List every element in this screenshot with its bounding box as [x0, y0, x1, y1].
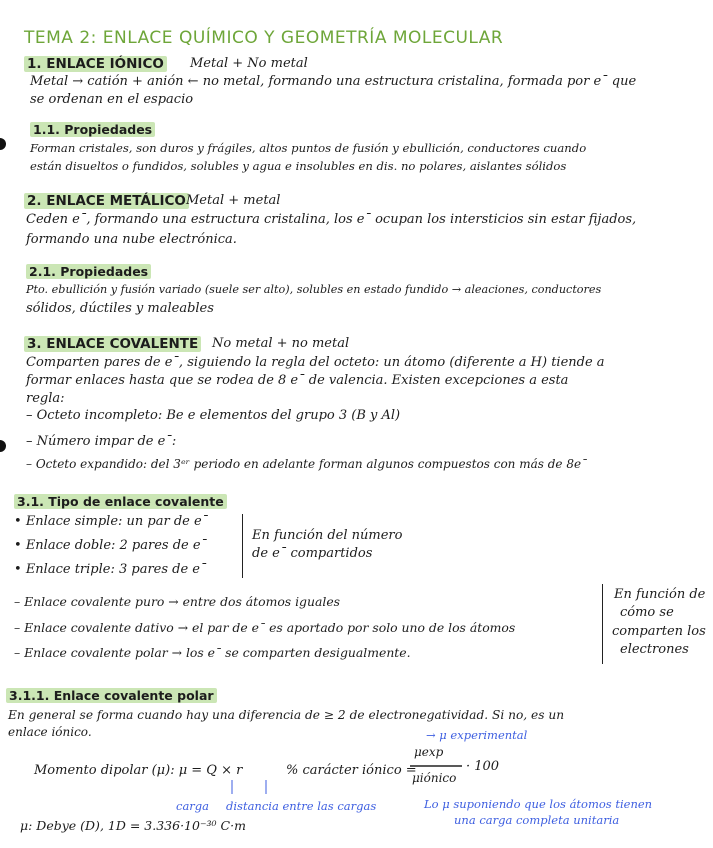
section-3-bullet: – Octeto expandido: del 3ᵉʳ periodo en adelante forman algunos compuestos con más de 8eˉ: [26, 457, 588, 471]
section-3-line: Comparten pares de eˉ, siguiendo la regla del octeto: un átomo (diferente a H) tiende a: [26, 355, 605, 370]
section-2-1-heading: [26, 264, 151, 280]
bond-type-simple-text: Enlace simple: un par de eˉ: [25, 514, 209, 529]
binder-hole: [0, 440, 6, 452]
bond-type-simple: [14, 514, 208, 530]
section-1-line: se ordenan en el espacio: [30, 92, 194, 107]
section-1-1-line: Forman cristales, son duros y frágiles, altos puntos de fusión y ebullición, conductores cuando: [30, 141, 587, 155]
bond-type-doble-text: Enlace doble: 2 pares de eˉ: [25, 538, 208, 553]
bond-type-doble: [14, 538, 207, 554]
section-2-1-line: sólidos, dúctiles y maleables: [26, 301, 214, 316]
blue-annotation: distancia entre las cargas: [226, 799, 377, 813]
blue-annotation: carga: [176, 799, 210, 813]
debye-unit: μ: Debye (D), 1D = 3.336·10⁻³⁰ C·m: [20, 818, 246, 833]
brace-divider: [242, 514, 243, 578]
section-2-note: Metal + metal: [186, 193, 281, 208]
blue-annotation: Lo μ suponiendo que los átomos tienen: [424, 797, 653, 811]
fraction-numerator: μexp: [414, 745, 444, 759]
binder-hole: [0, 138, 6, 150]
fraction-denominator: μiónico: [412, 771, 457, 785]
section-1-line: Metal → catión + anión ← no metal, formando una estructura cristalina, formada por eˉ que: [30, 74, 637, 89]
section-3-1-heading: [14, 494, 227, 510]
brace-divider: [602, 584, 603, 664]
side-note: comparten los: [612, 624, 706, 639]
section-2-line: formando una nube electrónica.: [26, 232, 237, 247]
section-2-1-line: Pto. ebullición y fusión variado (suele ser alto), solubles en estado fundido → aleaciones, conductores: [26, 283, 602, 296]
bullet-icon: •: [14, 562, 22, 577]
bond-type-triple-text: Enlace triple: 3 pares de eˉ: [25, 562, 207, 577]
annotation-arrows: [222, 780, 292, 800]
section-3-bullet: – Octeto incompleto: Be e elementos del grupo 3 (B y Al): [26, 408, 401, 423]
section-3-line: formar enlaces hasta que se rodea de 8 eˉ de valencia. Existen excepciones a esta: [26, 373, 569, 388]
section-1-heading-text: 1. ENLACE IÓNICO: [24, 56, 167, 72]
section-2-heading: [24, 193, 189, 209]
blue-annotation: → μ experimental: [426, 728, 528, 742]
fraction-bar: [410, 764, 462, 768]
bond-covalent-polar: – Enlace covalente polar → los eˉ se comparten desigualmente.: [14, 645, 411, 660]
section-1-heading: [24, 56, 167, 72]
dipole-formula: Momento dipolar (μ): μ = Q × r: [34, 763, 243, 778]
fraction-multiplier: · 100: [466, 759, 500, 774]
section-3-heading-text: 3. ENLACE COVALENTE: [24, 336, 201, 352]
section-3-1-1-line: enlace iónico.: [8, 725, 92, 739]
section-3-note: No metal + no metal: [212, 336, 350, 351]
bond-covalent-dativo: – Enlace covalente dativo → el par de eˉ es aportado por solo uno de los átomos: [14, 620, 516, 635]
bullet-icon: •: [14, 514, 22, 529]
brace-note: de eˉ compartidos: [252, 546, 373, 561]
ionic-character-label: % carácter iónico =: [286, 763, 417, 778]
bond-covalent-puro: – Enlace covalente puro → entre dos átomos iguales: [14, 594, 341, 609]
section-3-1-1-line: En general se forma cuando hay una diferencia de ≥ 2 de electronegatividad. Si no, es un: [8, 708, 565, 722]
section-1-1-line: están disueltos o fundidos, solubles y agua e insolubles en dis. no polares, aislantes sólidos: [30, 159, 567, 173]
section-1-1-heading: [30, 122, 155, 138]
section-3-1-heading-text: 3.1. Tipo de enlace covalente: [14, 494, 227, 509]
side-note: En función de: [614, 587, 706, 602]
bullet-icon: •: [14, 538, 22, 553]
section-2-1-heading-text: 2.1. Propiedades: [26, 264, 151, 279]
section-3-heading: [24, 336, 201, 352]
section-2-heading-text: 2. ENLACE METÁLICO: [24, 193, 189, 209]
blue-annotation: una carga completa unitaria: [454, 813, 620, 827]
section-3-1-1-heading-text: 3.1.1. Enlace covalente polar: [6, 688, 217, 703]
section-3-bullet: – Número impar de eˉ:: [26, 434, 177, 449]
page-title: TEMA 2: ENLACE QUÍMICO Y GEOMETRÍA MOLECULAR: [24, 28, 504, 48]
section-3-line: regla:: [26, 391, 65, 406]
section-3-1-1-heading: [6, 688, 217, 704]
section-1-1-heading-text: 1.1. Propiedades: [30, 122, 155, 137]
section-2-line: Ceden eˉ, formando una estructura cristalina, los eˉ ocupan los intersticios sin estar fijados,: [26, 212, 637, 227]
brace-note: En función del número: [252, 528, 403, 543]
side-note: cómo se: [620, 605, 674, 620]
bond-type-triple: [14, 562, 207, 578]
side-note: electrones: [620, 642, 689, 657]
section-1-note: Metal + No metal: [190, 56, 308, 71]
